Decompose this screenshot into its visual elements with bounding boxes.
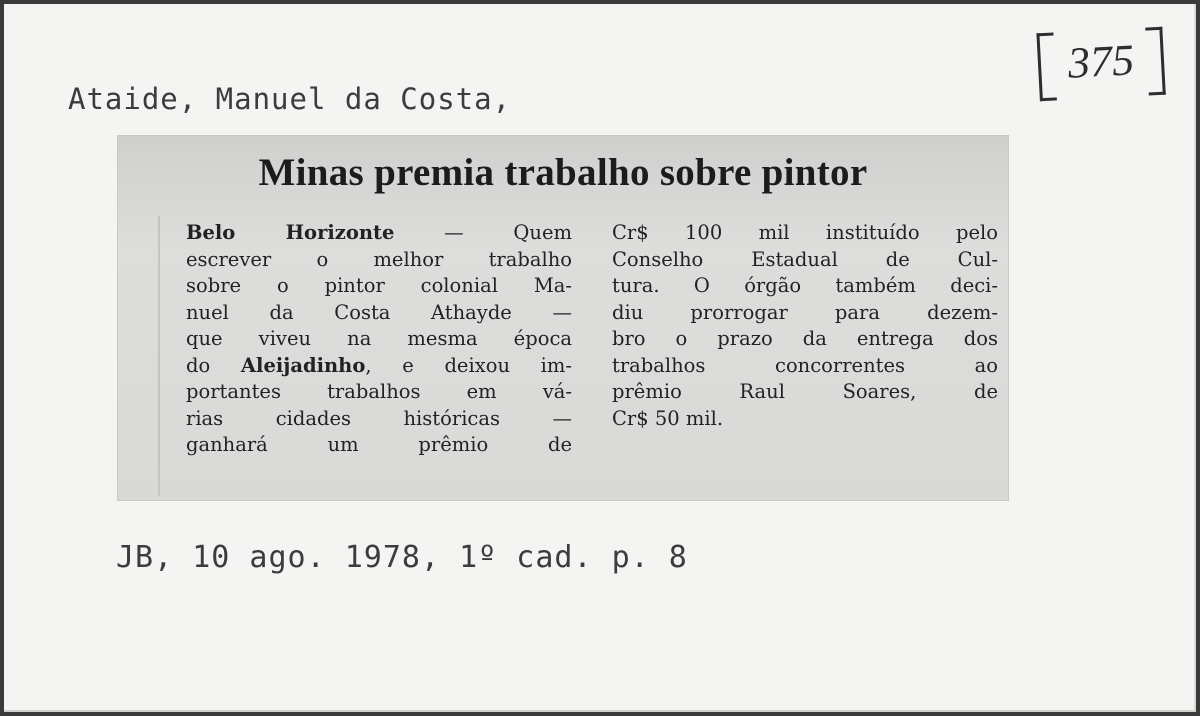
- article-line: ganhará um prêmio de: [186, 433, 572, 456]
- article-right-column: [612, 220, 998, 432]
- article-line: nuel da Costa Athayde —: [186, 300, 572, 324]
- reference-number: 375: [1066, 35, 1136, 88]
- article-line: rias cidades históricas —: [186, 406, 572, 430]
- article-line: diu prorrogar para dezem-: [612, 300, 998, 324]
- article-line: tura. O órgão também deci-: [612, 274, 998, 297]
- article-line: escrever o melhor trabalho: [186, 247, 572, 271]
- article-line: [186, 353, 572, 380]
- article-line: [186, 220, 572, 247]
- article-line: bro o prazo da entrega dos: [612, 327, 998, 350]
- reference-number-stamp: [1034, 23, 1168, 102]
- article-line: que viveu na mesma época: [186, 327, 572, 350]
- clipping-fold-mark: [158, 216, 160, 496]
- newspaper-clipping: [118, 136, 1008, 500]
- article-dateline: Belo Horizonte: [186, 221, 395, 244]
- right-bracket: [1145, 27, 1166, 96]
- article-line: trabalhos concorrentes ao: [612, 353, 998, 377]
- article-line: portantes trabalhos em vá-: [186, 380, 572, 403]
- article-line: Conselho Estadual de Cul-: [612, 247, 998, 271]
- article-text: do: [186, 353, 241, 377]
- article-line: Cr$ 100 mil instituído pelo: [612, 221, 998, 244]
- article-headline: Minas premia trabalho sobre pintor: [258, 151, 868, 194]
- article-line: sobre o pintor colonial Ma-: [186, 274, 572, 297]
- article-text: — Quem: [394, 221, 572, 244]
- index-card: [4, 4, 1196, 712]
- source-citation: JB, 10 ago. 1978, 1º cad. p. 8: [116, 540, 688, 575]
- article-line: Cr$ 50 mil.: [612, 406, 724, 430]
- article-left-column: [186, 220, 572, 459]
- author-heading: Ataide, Manuel da Costa,: [68, 82, 512, 116]
- article-text: , e deixou im-: [365, 353, 572, 377]
- article-line: prêmio Raul Soares, de: [612, 380, 998, 403]
- emphasized-name: Aleijadinho: [240, 353, 366, 377]
